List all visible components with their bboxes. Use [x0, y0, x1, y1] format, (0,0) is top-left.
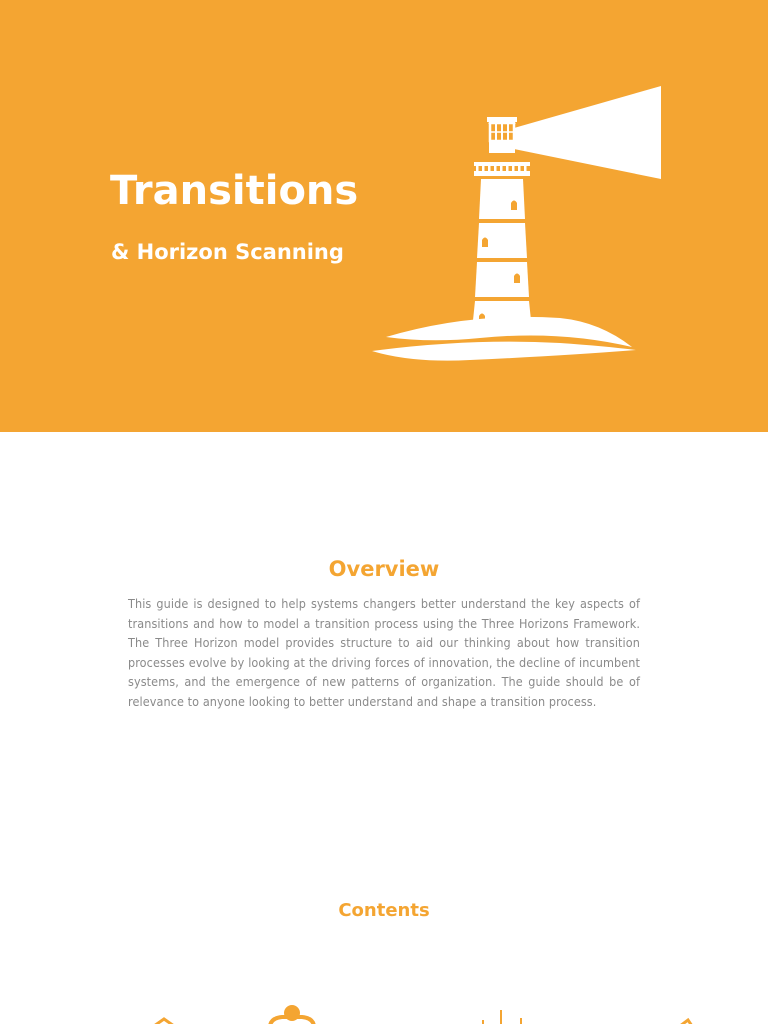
- lighthouse-icon: [0, 0, 768, 432]
- puzzle-icon[interactable]: [270, 1005, 314, 1024]
- contents-heading: Contents: [338, 900, 430, 921]
- contents-icon-row: [0, 980, 768, 1024]
- overview-heading: Overview: [328, 557, 440, 581]
- arrow-up-icon[interactable]: [680, 1020, 692, 1024]
- page-title: Transitions: [110, 168, 359, 214]
- city-skyline-icon[interactable]: [482, 1010, 522, 1024]
- light-beam-icon: [514, 86, 661, 179]
- hero-banner: [0, 0, 768, 432]
- arrow-up-icon[interactable]: [154, 1019, 174, 1024]
- overview-paragraph: This guide is designed to help systems changers better understand the key aspects of transitions and how to model a transition process using the Three Horizons Framework. The Three Horizon model provides structure to aid our thinking about how transition processes evolve by looking at the driving forces of innovation, the decline of incumbent systems, and the emergence of new patterns of organization. The guide should be of relevance to anyone looking to better understand and shape a transition process.: [128, 596, 640, 709]
- page-subtitle: & Horizon Scanning: [111, 240, 344, 264]
